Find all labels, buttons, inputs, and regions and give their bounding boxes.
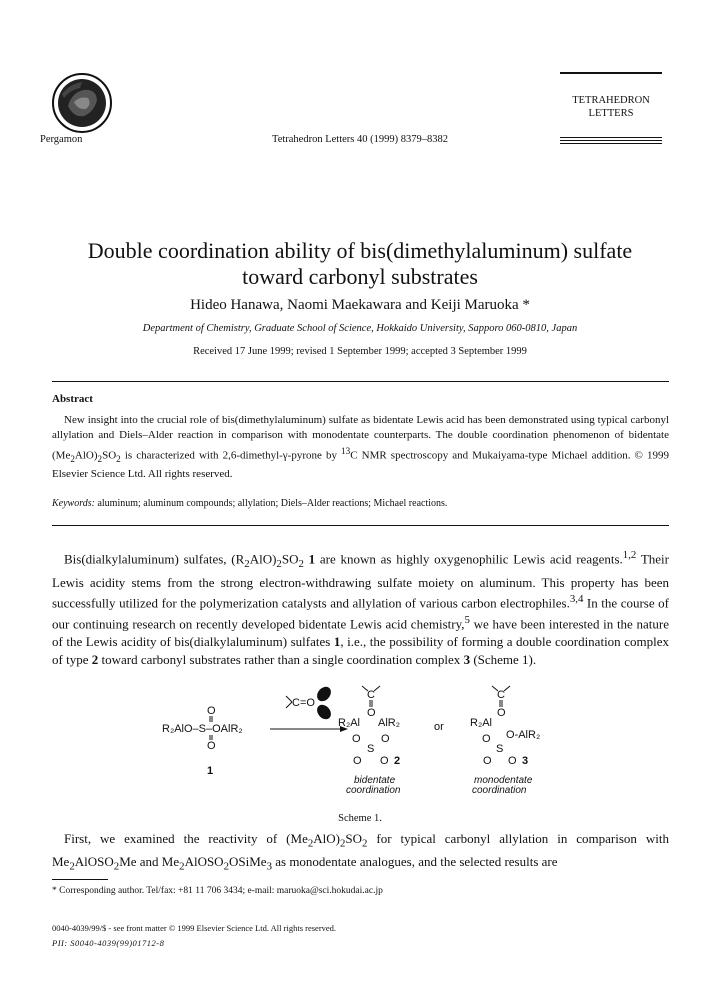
abstract-text: New insight into the crucial role of bis(dimethylaluminum) sulfate as bidentate Lewis acid has been demonstrated using typical carbonyl allylation and Diels–Alder reaction in comparison with monodentate counterparts. The double coordination phenomenon of bidentate $(Me_2AlO)_2SO_2$ is characterized with 2,6-dimethyl-γ-pyrone by $^{13}$C NMR spectroscopy and Mukaiyama-type Michael addition. © 1999 Elsevier Science Ltd. All rights reserved. bbox=[52, 414, 669, 480]
scheme-o-2b: O bbox=[352, 733, 361, 745]
journal-rule-bottom bbox=[560, 137, 662, 146]
scheme-c-3: C bbox=[497, 689, 505, 701]
abstract-rule-top bbox=[52, 381, 669, 382]
scheme-carbonyl: C=O bbox=[292, 697, 315, 709]
scheme-reagent-1: R₂AlO–S–OAlR₂ bbox=[162, 723, 243, 735]
scheme-number-1: 1 bbox=[207, 765, 214, 777]
scheme-1-figure bbox=[140, 682, 580, 804]
scheme-alr2-2: AlR₂ bbox=[378, 717, 400, 729]
scheme-label-bidentate: bidentate bbox=[354, 775, 396, 786]
scheme-oalr2-3: O-AlR₂ bbox=[506, 729, 541, 741]
journal-title: TETRAHEDRON LETTERS bbox=[572, 95, 650, 119]
journal-rule-top bbox=[560, 72, 662, 74]
abstract-heading: Abstract bbox=[52, 393, 93, 405]
scheme-s-3: S bbox=[496, 743, 504, 755]
scheme-o-3: O bbox=[497, 707, 506, 719]
scheme-o-2c: O bbox=[381, 733, 390, 745]
scheme-number-3: 3 bbox=[522, 755, 529, 767]
journal-reference: Tetrahedron Letters 40 (1999) 8379–8382 bbox=[272, 134, 448, 145]
scheme-r2al-3: R₂Al bbox=[470, 717, 492, 729]
scheme-caption: Scheme 1. bbox=[338, 813, 382, 824]
scheme-o-3e: O bbox=[508, 755, 517, 767]
abstract-rule-bottom bbox=[52, 525, 669, 526]
keywords: Keywords: aluminum; aluminum compounds; allylation; Diels–Alder reactions; Michael reactions. bbox=[52, 498, 448, 509]
body-paragraph-1: Bis(dialkylaluminum) sulfates, $(R_2AlO)_2SO_2$ 1 are known as highly oxygenophilic Lewis acid reagents.$^{1,2}$ Their Lewis acidity stems from the strong electron-withdrawing sulfate moiety on aluminum. This property has been successfully utilized for the polymerization catalysts and allylation of various carbon electrophiles.$^{3,4}$ In the course of our continuing research on recently developed bidentate Lewis acid chemistry,$^5$ we have been interested in the nature of the Lewis acidity of bis(dialkylaluminum) sulfates 1, i.e., the possibility of forming a double coordination complex of type 2 toward carbonyl substrates rather than a single coordination complex 3 (Scheme 1). bbox=[52, 549, 669, 668]
footnote-rule bbox=[52, 879, 108, 880]
pii-line: PII: S0040-4039(99)01712-8 bbox=[52, 938, 165, 948]
scheme-o-3b: O bbox=[482, 733, 491, 745]
copyright-line: 0040-4039/99/$ - see front matter © 1999 Elsevier Science Ltd. All rights reserved. bbox=[52, 923, 337, 933]
scheme-o-3d: O bbox=[483, 755, 492, 767]
scheme-o-2e: O bbox=[380, 755, 389, 767]
authors: Hideo Hanawa, Naomi Maekawara and Keiji Maruoka * bbox=[190, 297, 530, 313]
scheme-r2al-2: R₂Al bbox=[338, 717, 360, 729]
scheme-c-2: C bbox=[367, 689, 375, 701]
scheme-o-top: O bbox=[207, 705, 216, 717]
footnote-corresponding-author: * Corresponding author. Tel/fax: +81 11 706 3434; e-mail: maruoka@sci.hokudai.ac.jp bbox=[52, 886, 383, 896]
scheme-label-monodentate-2: coordination bbox=[472, 785, 527, 796]
scheme-or: or bbox=[434, 721, 444, 733]
body-paragraph-2: First, we examined the reactivity of $(Me_2AlO)_2SO_2$ for typical carbonyl allylation in comparison with $Me_2AlOSO_2Me$ and $Me_2AlOSO_2OSiMe_3$ as monodentate analogues, and the selected results are bbox=[52, 831, 669, 873]
scheme-number-2: 2 bbox=[394, 755, 401, 767]
scheme-o-bottom: O bbox=[207, 740, 216, 752]
article-title: Double coordination ability of bis(dimethylaluminum) sulfate toward carbonyl substrates bbox=[87, 238, 633, 289]
scheme-o-2d: O bbox=[353, 755, 362, 767]
scheme-label-monodentate: monodentate bbox=[474, 775, 533, 786]
publisher-logo bbox=[50, 72, 114, 134]
publisher-name: Pergamon bbox=[40, 134, 83, 145]
scheme-s-2: S bbox=[367, 743, 375, 755]
received-dates: Received 17 June 1999; revised 1 September 1999; accepted 3 September 1999 bbox=[193, 346, 527, 357]
scheme-o-2: O bbox=[367, 707, 376, 719]
scheme-label-bidentate-2: coordination bbox=[346, 785, 401, 796]
affiliation: Department of Chemistry, Graduate School of Science, Hokkaido University, Sapporo 060-0810, Japan bbox=[142, 323, 578, 334]
